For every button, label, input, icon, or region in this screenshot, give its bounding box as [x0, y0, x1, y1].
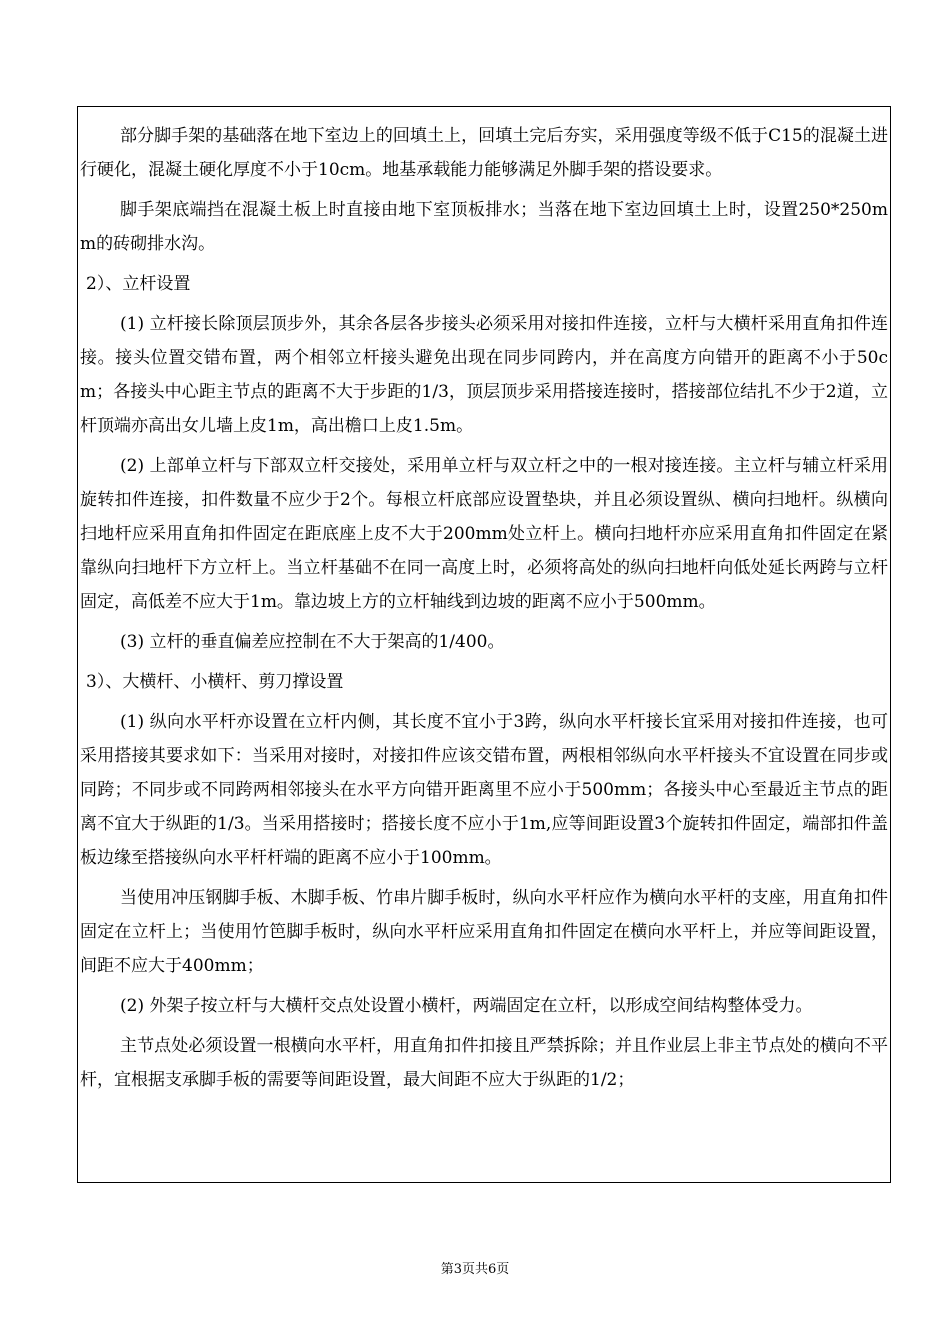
paragraph-pole-splicing: (1) 立杆接长除顶层顶步外，其余各层各步接头必须采用对接扣件连接，立杆与大横杆采用直角扣件连接。接头位置交错布置，两个相邻立杆接头避免出现在同步同跨内，并在高度方向错开的距离不小于50cm；各接头中心距主节点的距离不大于步距的1/3，顶层顶步采用搭接连接时，搭接部位结扎不少于2道，立杆顶端亦高出女儿墙上皮1m，高出檐口上皮1.5m。 — [80, 314, 888, 436]
document-table-frame — [77, 106, 891, 1183]
paragraph-single-double-pole: (2) 上部单立杆与下部双立杆交接处，采用单立杆与双立杆之中的一根对接连接。主立杆与辅立杆采用旋转扣件连接，扣件数量不应少于2个。每根立杆底部应设置垫块，并且必须设置纵、横向扫地杆。纵横向扫地杆应采用直角扣件固定在距底座上皮不大于200mm处立杆上。横向扫地杆亦应采用直角扣件固定在紧靠纵向扫地杆下方立杆上。当立杆基础不在同一高度上时，必须将高处的纵向扫地杆向低处延长两跨与立杆固定，高低差不应大于1m。靠边坡上方的立杆轴线到边坡的距离不应小于500mm。 — [80, 456, 888, 612]
paragraph-main-node: 主节点处必须设置一根横向水平杆，用直角扣件扣接且严禁拆除；并且作业层上非主节点处的横向不平杆，宜根据支承脚手板的需要等间距设置，最大间距不应大于纵距的1/2； — [80, 1036, 888, 1090]
paragraph-longitudinal-bars: (1) 纵向水平杆亦设置在立杆内侧，其长度不宜小于3跨，纵向水平杆接长宜采用对接扣件连接，也可采用搭接其要求如下：当采用对接时，对接扣件应该交错布置，两根相邻纵向水平杆接头不宜设置在同步或同跨；不同步或不同跨两相邻接头在水平方向错开距离里不应小于500mm；各接头中心至最近主节点的距离不宜大于纵距的1/3。当采用搭接时；搭接长度不应小于1m,应等间距设置3个旋转扣件固定，端部扣件盖板边缘至搭接纵向水平杆杆端的距离不应小于100mm。 — [80, 712, 888, 868]
document-body — [78, 107, 890, 1103]
paragraph-drainage: 脚手架底端挡在混凝土板上时直接由地下室顶板排水；当落在地下室边回填土上时，设置250*250mm的砖砌排水沟。 — [80, 200, 888, 254]
section-heading-ledgers-braces: 3）、大横杆、小横杆、剪刀撑设置 — [86, 672, 344, 692]
paragraph-scaffold-boards: 当使用冲压钢脚手板、木脚手板、竹串片脚手板时，纵向水平杆应作为横向水平杆的支座，用直角扣件固定在立杆上；当使用竹笆脚手板时，纵向水平杆应采用直角扣件固定在横向水平杆上，并应等间距设置，间距不应大于400mm； — [80, 888, 888, 976]
section-heading-upright-poles: 2）、立杆设置 — [86, 274, 191, 294]
paragraph-foundation: 部分脚手架的基础落在地下室边上的回填土上，回填土完后夯实，采用强度等级不低于C15的混凝土进行硬化，混凝土硬化厚度不小于10cm。地基承载能力能够满足外脚手架的搭设要求。 — [80, 126, 888, 180]
paragraph-transoms: (2) 外架子按立杆与大横杆交点处设置小横杆，两端固定在立杆，以形成空间结构整体受力。 — [120, 996, 813, 1016]
page-number: 第3页共6页 — [440, 1262, 510, 1277]
paragraph-vertical-deviation: (3) 立杆的垂直偏差应控制在不大于架高的1/400。 — [120, 632, 505, 652]
